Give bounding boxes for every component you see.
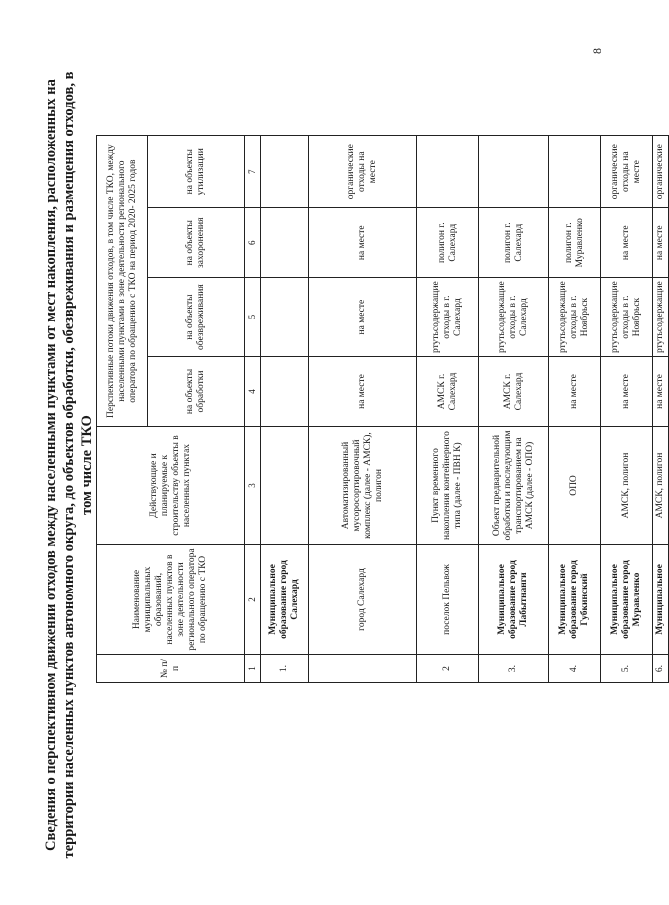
- row-neutralization: ртутьсодержащие отходы в г. Ноябрьск: [601, 278, 653, 357]
- row-burial: полигон г. Салехард: [417, 208, 479, 278]
- row-utilization: органические: [653, 136, 669, 208]
- row-municipality: Муниципальное образование город Губкинский: [549, 545, 601, 655]
- table-row: [601, 136, 653, 683]
- table-row: [417, 136, 479, 683]
- table-row: [479, 136, 549, 683]
- table-row: [653, 136, 669, 683]
- table-row: [549, 136, 601, 683]
- row-objects: [261, 427, 309, 545]
- row-processing: АМСК г. Салехард: [479, 357, 549, 427]
- row-municipality: Муниципальное: [653, 545, 669, 655]
- row-objects: Пункт временного накопления контейнерного типа (далее - ПВН К): [417, 427, 479, 545]
- row-number: 3.: [479, 655, 549, 683]
- column-index: 2: [245, 545, 261, 655]
- row-neutralization: ртутьсодержащие отходы в г. Салехард: [417, 278, 479, 357]
- row-utilization: [261, 136, 309, 208]
- waste-flow-table: [96, 135, 669, 683]
- column-index: 3: [245, 427, 261, 545]
- row-neutralization: на месте: [309, 278, 417, 357]
- row-number: 5.: [601, 655, 653, 683]
- row-objects: ОПО: [549, 427, 601, 545]
- header-utilization: на объекты утилизации: [148, 136, 245, 208]
- column-index: 7: [245, 136, 261, 208]
- row-neutralization: ртутьсодержащие отходы в г. Салехард: [479, 278, 549, 357]
- header-municipality: Наименование муниципальных образований, населенных пунктов в зоне деятельности регионального оператора по обращению с ТКО: [97, 545, 245, 655]
- row-number: 2: [417, 655, 479, 683]
- page-number: 8: [590, 48, 604, 54]
- row-number: [309, 655, 417, 683]
- column-index: 1: [245, 655, 261, 683]
- row-processing: на месте: [309, 357, 417, 427]
- row-municipality: поселок Пельвож: [417, 545, 479, 655]
- row-objects: АМСК, полигон: [653, 427, 669, 545]
- row-municipality: город Салехард: [309, 545, 417, 655]
- table-body: [261, 136, 669, 683]
- header-neutralization: на объекты обезвреживания: [148, 278, 245, 357]
- row-burial: полигон г. Муравленко: [549, 208, 601, 278]
- header-processing: на объекты обработки: [148, 357, 245, 427]
- row-utilization: органические отходы на месте: [601, 136, 653, 208]
- table-row: [261, 136, 309, 683]
- row-burial: [261, 208, 309, 278]
- row-processing: АМСК г. Салехард: [417, 357, 479, 427]
- row-number: 6.: [653, 655, 669, 683]
- row-objects: Автоматизированный мусоросортировочный комплекс (далее - АМСК), полигон: [309, 427, 417, 545]
- row-utilization: органические отходы на месте: [309, 136, 417, 208]
- row-processing: [261, 357, 309, 427]
- row-neutralization: ртутьсодержащие: [653, 278, 669, 357]
- header-objects: Действующие и планируемые к строительству объекты в населенных пунктах: [97, 427, 245, 545]
- row-municipality: Муниципальное образование город Муравленко: [601, 545, 653, 655]
- row-neutralization: [261, 278, 309, 357]
- table-row: [309, 136, 417, 683]
- row-burial: на месте: [653, 208, 669, 278]
- row-objects: Объект предварительной обработки и последующим транспортированием на АМСК (далее - ОПО): [479, 427, 549, 545]
- row-neutralization: ртутьсодержащие отходы в г. Ноябрьск: [549, 278, 601, 357]
- header-number: № п/п: [97, 655, 245, 683]
- row-utilization: [417, 136, 479, 208]
- column-index: 6: [245, 208, 261, 278]
- row-processing: на месте: [549, 357, 601, 427]
- header-flows: Перспективные потоки движения отходов, в том числе ТКО, между населенными пунктами в зоне деятельности регионального оператора по обращению с ТКО на период 2020- 2025 годов: [97, 136, 148, 427]
- row-utilization: [549, 136, 601, 208]
- header-burial: на объекты захоронения: [148, 208, 245, 278]
- row-burial: на месте: [309, 208, 417, 278]
- row-municipality: Муниципальное образование город Лабытнанги: [479, 545, 549, 655]
- row-burial: полигон г. Салехард: [479, 208, 549, 278]
- row-number: 4.: [549, 655, 601, 683]
- column-index: 5: [245, 278, 261, 357]
- row-objects: АМСК, полигон: [601, 427, 653, 545]
- row-processing: на месте: [601, 357, 653, 427]
- column-index: 4: [245, 357, 261, 427]
- row-municipality: Муниципальное образование город Салехард: [261, 545, 309, 655]
- row-utilization: [479, 136, 549, 208]
- row-processing: на месте: [653, 357, 669, 427]
- page-title: Сведения о перспективном движении отходов между населенными пунктами от мест накопления, расположенных на территории населенных пунктов автономного округа, до объектов обработки, обезвреживания и размещения отходов, в том числе ТКО: [43, 71, 95, 859]
- row-burial: на месте: [601, 208, 653, 278]
- row-number: 1.: [261, 655, 309, 683]
